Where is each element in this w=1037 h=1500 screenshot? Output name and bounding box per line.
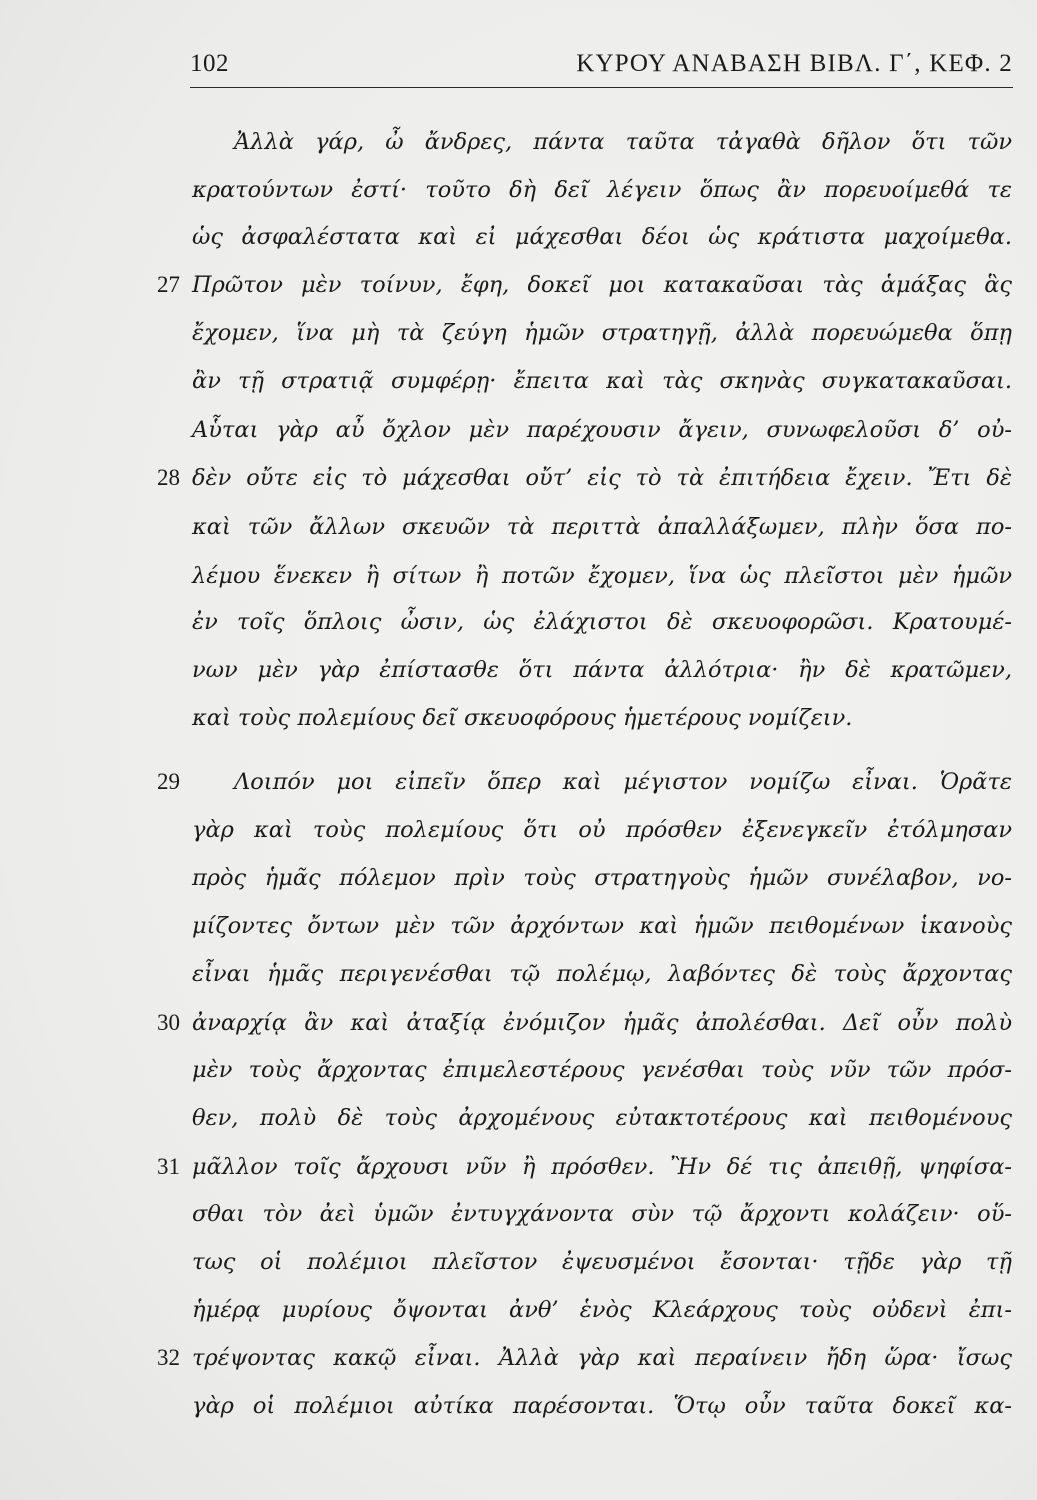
text-line: ἔχομεν, ἵνα μὴ τὰ ζεύγη ἡμῶν στρατηγῇ, ἀλλὰ πορευώμεθα ὅπῃ bbox=[192, 320, 1012, 346]
text-line: γὰρ οἱ πολέμιοι αὐτίκα παρέσονται. Ὅτῳ οὖν ταῦτα δοκεῖ κα- bbox=[192, 1393, 1012, 1419]
text-line: τρέψοντας κακῷ εἶναι. Ἀλλὰ γὰρ καὶ περαίνειν ἤδη ὥρα· ἴσως bbox=[192, 1345, 1012, 1371]
text-line: ἀναρχίᾳ ἂν καὶ ἀταξίᾳ ἐνόμιζον ἡμᾶς ἀπολέσθαι. Δεῖ οὖν πολὺ bbox=[192, 1010, 1012, 1036]
text-line: μίζοντες ὄντων μὲν τῶν ἀρχόντων καὶ ἡμῶν πειθομένων ἱκανοὺς bbox=[192, 913, 1012, 939]
text-line: πρὸς ἡμᾶς πόλεμον πρὶν τοὺς στρατηγοὺς ἡμῶν συνέλαβον, νο- bbox=[192, 865, 1012, 891]
text-line: σθαι τὸν ἀεὶ ὑμῶν ἐντυγχάνοντα σὺν τῷ ἄρχοντι κολάζειν· οὕ- bbox=[192, 1201, 1012, 1227]
text-line: ὡς ἀσφαλέστατα καὶ εἰ μάχεσθαι δέοι ὡς κράτιστα μαχοίμεθα. bbox=[192, 224, 1012, 250]
text-line: δὲν οὔτε εἰς τὸ μάχεσθαι οὔτ’ εἰς τὸ τὰ ἐπιτήδεια ἔχειν. Ἔτι δὲ bbox=[192, 465, 1012, 491]
text-line: μᾶλλον τοῖς ἄρχουσι νῦν ἢ πρόσθεν. Ἢν δέ τις ἀπειθῇ, ψηφίσα- bbox=[192, 1154, 1012, 1180]
text-line: Λοιπόν μοι εἰπεῖν ὅπερ καὶ μέγιστον νομίζω εἶναι. Ὁρᾶτε bbox=[234, 769, 1012, 795]
section-number: 27 bbox=[157, 272, 180, 297]
text-line: λέμου ἕνεκεν ἢ σίτων ἢ ποτῶν ἔχομεν, ἵνα ὡς πλεῖστοι μὲν ἡμῶν bbox=[192, 563, 1012, 589]
text-line: γὰρ καὶ τοὺς πολεμίους ὅτι οὐ πρόσθεν ἐξενεγκεῖν ἐτόλμησαν bbox=[192, 817, 1012, 843]
section-number: 30 bbox=[157, 1010, 180, 1035]
page-number: 102 bbox=[190, 50, 229, 77]
text-line: κρατούντων ἐστί· τοῦτο δὴ δεῖ λέγειν ὅπως ἂν πορευοίμεθά τε bbox=[192, 177, 1012, 203]
text-line: τως οἱ πολέμιοι πλεῖστον ἐψευσμένοι ἔσονται· τῇδε γὰρ τῇ bbox=[192, 1249, 1012, 1275]
text-line: καὶ τῶν ἄλλων σκευῶν τὰ περιττὰ ἀπαλλάξωμεν, πλὴν ὅσα πο- bbox=[192, 514, 1012, 540]
running-head: ΚΥΡΟΥ ΑΝΑΒΑΣΗ ΒΙΒΛ. Γ΄, ΚΕΦ. 2 bbox=[576, 50, 1013, 77]
text-line: θεν, πολὺ δὲ τοὺς ἀρχομένους εὐτακτοτέρους καὶ πειθομένους bbox=[192, 1105, 1012, 1131]
text-line: καὶ τοὺς πολεμίους δεῖ σκευοφόρους ἡμετέρους νομίζειν. bbox=[192, 705, 853, 731]
text-line: Ἀλλὰ γάρ, ὦ ἄνδρες, πάντα ταῦτα τἀγαθὰ δῆλον ὅτι τῶν bbox=[234, 129, 1012, 155]
section-number: 31 bbox=[157, 1154, 180, 1179]
text-line: ἐν τοῖς ὅπλοις ὦσιν, ὡς ἐλάχιστοι δὲ σκευοφορῶσι. Κρατουμέ- bbox=[192, 609, 1012, 635]
section-number: 32 bbox=[157, 1345, 180, 1370]
text-line: μὲν τοὺς ἄρχοντας ἐπιμελεστέρους γενέσθαι τοὺς νῦν τῶν πρόσ- bbox=[192, 1057, 1012, 1083]
text-line: εἶναι ἡμᾶς περιγενέσθαι τῷ πολέμῳ, λαβόντες δὲ τοὺς ἄρχοντας bbox=[192, 961, 1012, 987]
section-number: 28 bbox=[157, 465, 180, 490]
text-line: νων μὲν γὰρ ἐπίστασθε ὅτι πάντα ἀλλότρια· ἢν δὲ κρατῶμεν, bbox=[192, 657, 1012, 683]
text-line: ἡμέρᾳ μυρίους ὄψονται ἀνθ’ ἑνὸς Κλεάρχους τοὺς οὐδενὶ ἐπι- bbox=[192, 1297, 1012, 1323]
text-line: Αὗται γὰρ αὖ ὄχλον μὲν παρέχουσιν ἄγειν, συνωφελοῦσι δ’ οὐ- bbox=[192, 417, 1012, 443]
text-line: ἂν τῇ στρατιᾷ συμφέρῃ· ἔπειτα καὶ τὰς σκηνὰς συγκατακαῦσαι. bbox=[192, 368, 1012, 394]
text-line: Πρῶτον μὲν τοίνυν, ἔφη, δοκεῖ μοι κατακαῦσαι τὰς ἁμάξας ἃς bbox=[192, 272, 1012, 298]
section-number: 29 bbox=[157, 769, 180, 794]
